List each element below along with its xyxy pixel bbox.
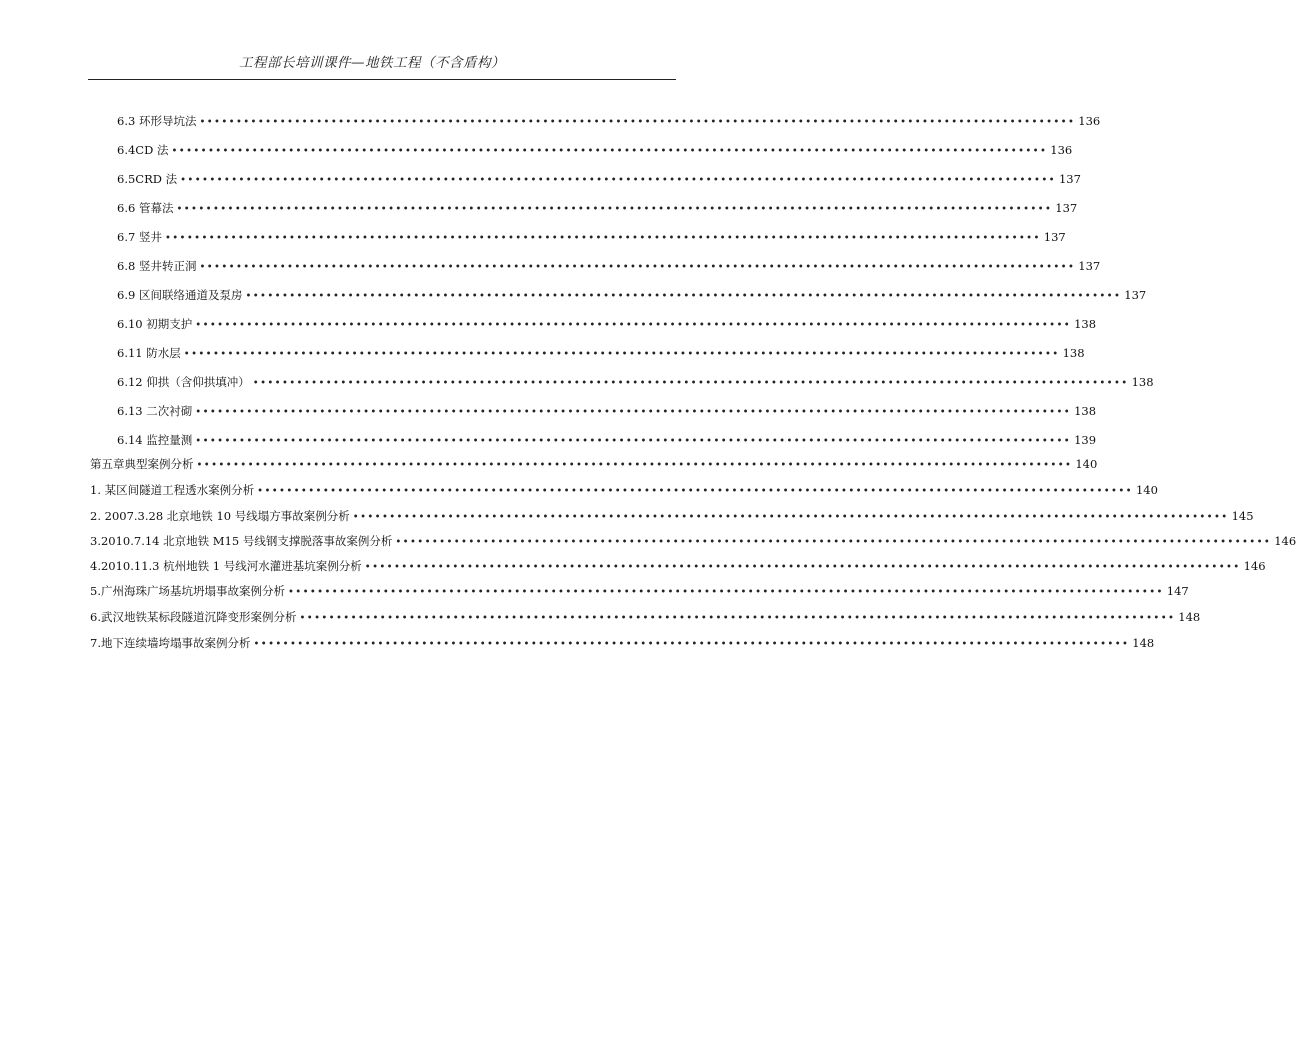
toc-case-entry[interactable] [90, 508, 1254, 524]
toc-entry-page: 138 [1074, 317, 1097, 331]
toc-entry-label: 6.3 环形导坑法 [117, 114, 197, 128]
toc-entry[interactable] [117, 374, 1154, 390]
toc-entry-page: 137 [1043, 230, 1066, 244]
toc-entry-label: 1. 某区间隧道工程透水案例分析 [90, 483, 255, 497]
toc-leader-dots: •••••••••••••••••••••••••••••••••••••••••••••••••••••••••••••••••••••••••••••••••••••••••••••••••••••••••••••••••••••••• [299, 613, 1176, 624]
toc-entry-page: 146 [1243, 559, 1266, 573]
toc-chapter-entry[interactable] [90, 456, 1098, 472]
toc-entry[interactable] [117, 403, 1097, 419]
toc-entry-page: 146 [1274, 534, 1296, 548]
toc-leader-dots: •••••••••••••••••••••••••••••••••••••••••••••••••••••••••••••••••••••••••••••••••••••••••••••••••••••••••••••••••••••••• [364, 562, 1241, 573]
toc-entry-label: 6.12 仰拱（含仰拱填冲） [117, 375, 250, 389]
toc-entry[interactable] [117, 316, 1097, 332]
toc-entry[interactable] [117, 200, 1078, 216]
toc-entry-page: 145 [1231, 509, 1254, 523]
toc-entry-page: 140 [1135, 483, 1158, 497]
toc-leader-dots: •••••••••••••••••••••••••••••••••••••••••••••••••••••••••••••••••••••••••••••••••••••••••••••••••••••••••••••••••••••••• [195, 320, 1072, 331]
toc-entry[interactable] [117, 345, 1085, 361]
toc-case-entry[interactable] [90, 635, 1155, 651]
toc-entry-label: 3.2010.7.14 北京地铁 M15 号线钢支撑脱落事故案例分析 [90, 534, 393, 548]
toc-entry[interactable] [117, 287, 1147, 303]
toc-leader-dots: •••••••••••••••••••••••••••••••••••••••••••••••••••••••••••••••••••••••••••••••••••••••••••••••••••••••••••••••••••••••• [257, 486, 1133, 497]
toc-entry-label: 6.13 二次衬砌 [117, 404, 193, 418]
toc-case-entry[interactable] [90, 558, 1266, 574]
page-header-title: 工程部长培训课件—地铁工程（不含盾构） [239, 55, 505, 71]
toc-entry-page: 136 [1050, 143, 1073, 157]
toc-leader-dots: •••••••••••••••••••••••••••••••••••••••••••••••••••••••••••••••••••••••••••••••••••••••••••••••••••••••••••••••••••••••• [196, 460, 1073, 471]
toc-entry[interactable] [117, 142, 1073, 158]
toc-entry-label: 6.8 竖井转正洞 [117, 259, 197, 273]
toc-entry[interactable] [117, 229, 1066, 245]
toc-entry-label: 7.地下连续墙垮塌事故案例分析 [90, 636, 251, 650]
toc-case-entry[interactable] [90, 609, 1201, 625]
toc-entry-page: 136 [1078, 114, 1101, 128]
toc-case-entry[interactable] [90, 583, 1189, 599]
toc-entry-page: 137 [1058, 172, 1081, 186]
toc-entry-label: 6.4CD 法 [117, 143, 169, 157]
toc-leader-dots: •••••••••••••••••••••••••••••••••••••••••••••••••••••••••••••••••••••••••••••••••••••••••••••••••••••••••••••••••••••••• [245, 291, 1122, 302]
toc-chapter-page: 140 [1075, 457, 1098, 471]
toc-entry-page: 137 [1055, 201, 1078, 215]
toc-entry-page: 138 [1062, 346, 1085, 360]
toc-entry-label: 5.广州海珠广场基坑坍塌事故案例分析 [90, 584, 285, 598]
toc-entry-label: 6.11 防水层 [117, 346, 181, 360]
toc-entry-label: 6.6 管幕法 [117, 201, 174, 215]
toc-entry[interactable] [117, 432, 1097, 448]
toc-entry-label: 6.7 竖井 [117, 230, 162, 244]
toc-entry-label: 4.2010.11.3 杭州地铁 1 号线河水灌进基坑案例分析 [90, 559, 362, 573]
toc-leader-dots: •••••••••••••••••••••••••••••••••••••••••••••••••••••••••••••••••••••••••••••••••••••••••••••••••••••••••••••••••••••••• [195, 436, 1072, 447]
toc-entry-page: 138 [1131, 375, 1154, 389]
toc-entry-page: 138 [1074, 404, 1097, 418]
toc-entry[interactable] [117, 113, 1101, 129]
toc-entry-page: 148 [1178, 610, 1201, 624]
toc-leader-dots: •••••••••••••••••••••••••••••••••••••••••••••••••••••••••••••••••••••••••••••••••••••••••••••••••••••••••••••••••••••••• [253, 639, 1130, 650]
toc-entry-label: 6.14 监控量测 [117, 433, 193, 447]
toc-entry-label: 6.武汉地铁某标段隧道沉降变形案例分析 [90, 610, 297, 624]
toc-entry-page: 148 [1132, 636, 1155, 650]
toc-leader-dots: •••••••••••••••••••••••••••••••••••••••••••••••••••••••••••••••••••••••••••••••••••••••••••••••••••••••••••••••••••••••• [164, 233, 1041, 244]
toc-leader-dots: •••••••••••••••••••••••••••••••••••••••••••••••••••••••••••••••••••••••••••••••••••••••••••••••••••••••••••••••••••••••• [171, 146, 1048, 157]
toc-leader-dots: •••••••••••••••••••••••••••••••••••••••••••••••••••••••••••••••••••••••••••••••••••••••••••••••••••••••••••••••••••••••• [287, 587, 1164, 598]
toc-entry-label: 6.9 区间联络通道及泵房 [117, 288, 243, 302]
toc-entry-label: 6.5CRD 法 [117, 172, 178, 186]
toc-leader-dots: •••••••••••••••••••••••••••••••••••••••••••••••••••••••••••••••••••••••••••••••••••••••••••••••••••••••••••••••••••••••• [180, 175, 1056, 186]
toc-entry-page: 137 [1078, 259, 1101, 273]
toc-entry-page: 137 [1124, 288, 1147, 302]
toc-leader-dots: •••••••••••••••••••••••••••••••••••••••••••••••••••••••••••••••••••••••••••••••••••••••••••••••••••••••••••••••••••••••• [199, 117, 1076, 128]
toc-entry-page: 139 [1074, 433, 1097, 447]
toc-leader-dots: •••••••••••••••••••••••••••••••••••••••••••••••••••••••••••••••••••••••••••••••••••••••••••••••••••••••••••••••••••••••• [352, 512, 1229, 523]
toc-leader-dots: •••••••••••••••••••••••••••••••••••••••••••••••••••••••••••••••••••••••••••••••••••••••••••••••••••••••••••••••••••••••• [176, 204, 1053, 215]
toc-leader-dots: •••••••••••••••••••••••••••••••••••••••••••••••••••••••••••••••••••••••••••••••••••••••••••••••••••••••••••••••••••••••• [395, 537, 1272, 548]
toc-entry[interactable] [117, 171, 1081, 187]
toc-entry-label: 6.10 初期支护 [117, 317, 193, 331]
toc-chapter-label: 第五章典型案例分析 [90, 457, 194, 471]
toc-entry-page: 147 [1166, 584, 1189, 598]
toc-leader-dots: •••••••••••••••••••••••••••••••••••••••••••••••••••••••••••••••••••••••••••••••••••••••••••••••••••••••••••••••••••••••• [183, 349, 1060, 360]
toc-case-entry[interactable] [90, 482, 1158, 498]
toc-entry-label: 2. 2007.3.28 北京地铁 10 号线塌方事故案例分析 [90, 509, 350, 523]
toc-entry[interactable] [117, 258, 1101, 274]
toc-leader-dots: •••••••••••••••••••••••••••••••••••••••••••••••••••••••••••••••••••••••••••••••••••••••••••••••••••••••••••••••••••••••• [199, 262, 1076, 273]
toc-case-entry[interactable] [90, 533, 1296, 549]
toc-leader-dots: •••••••••••••••••••••••••••••••••••••••••••••••••••••••••••••••••••••••••••••••••••••••••••••••••••••••••••••••••••••••• [252, 378, 1129, 389]
header-divider [88, 79, 676, 80]
toc-leader-dots: •••••••••••••••••••••••••••••••••••••••••••••••••••••••••••••••••••••••••••••••••••••••••••••••••••••••••••••••••••••••• [195, 407, 1072, 418]
